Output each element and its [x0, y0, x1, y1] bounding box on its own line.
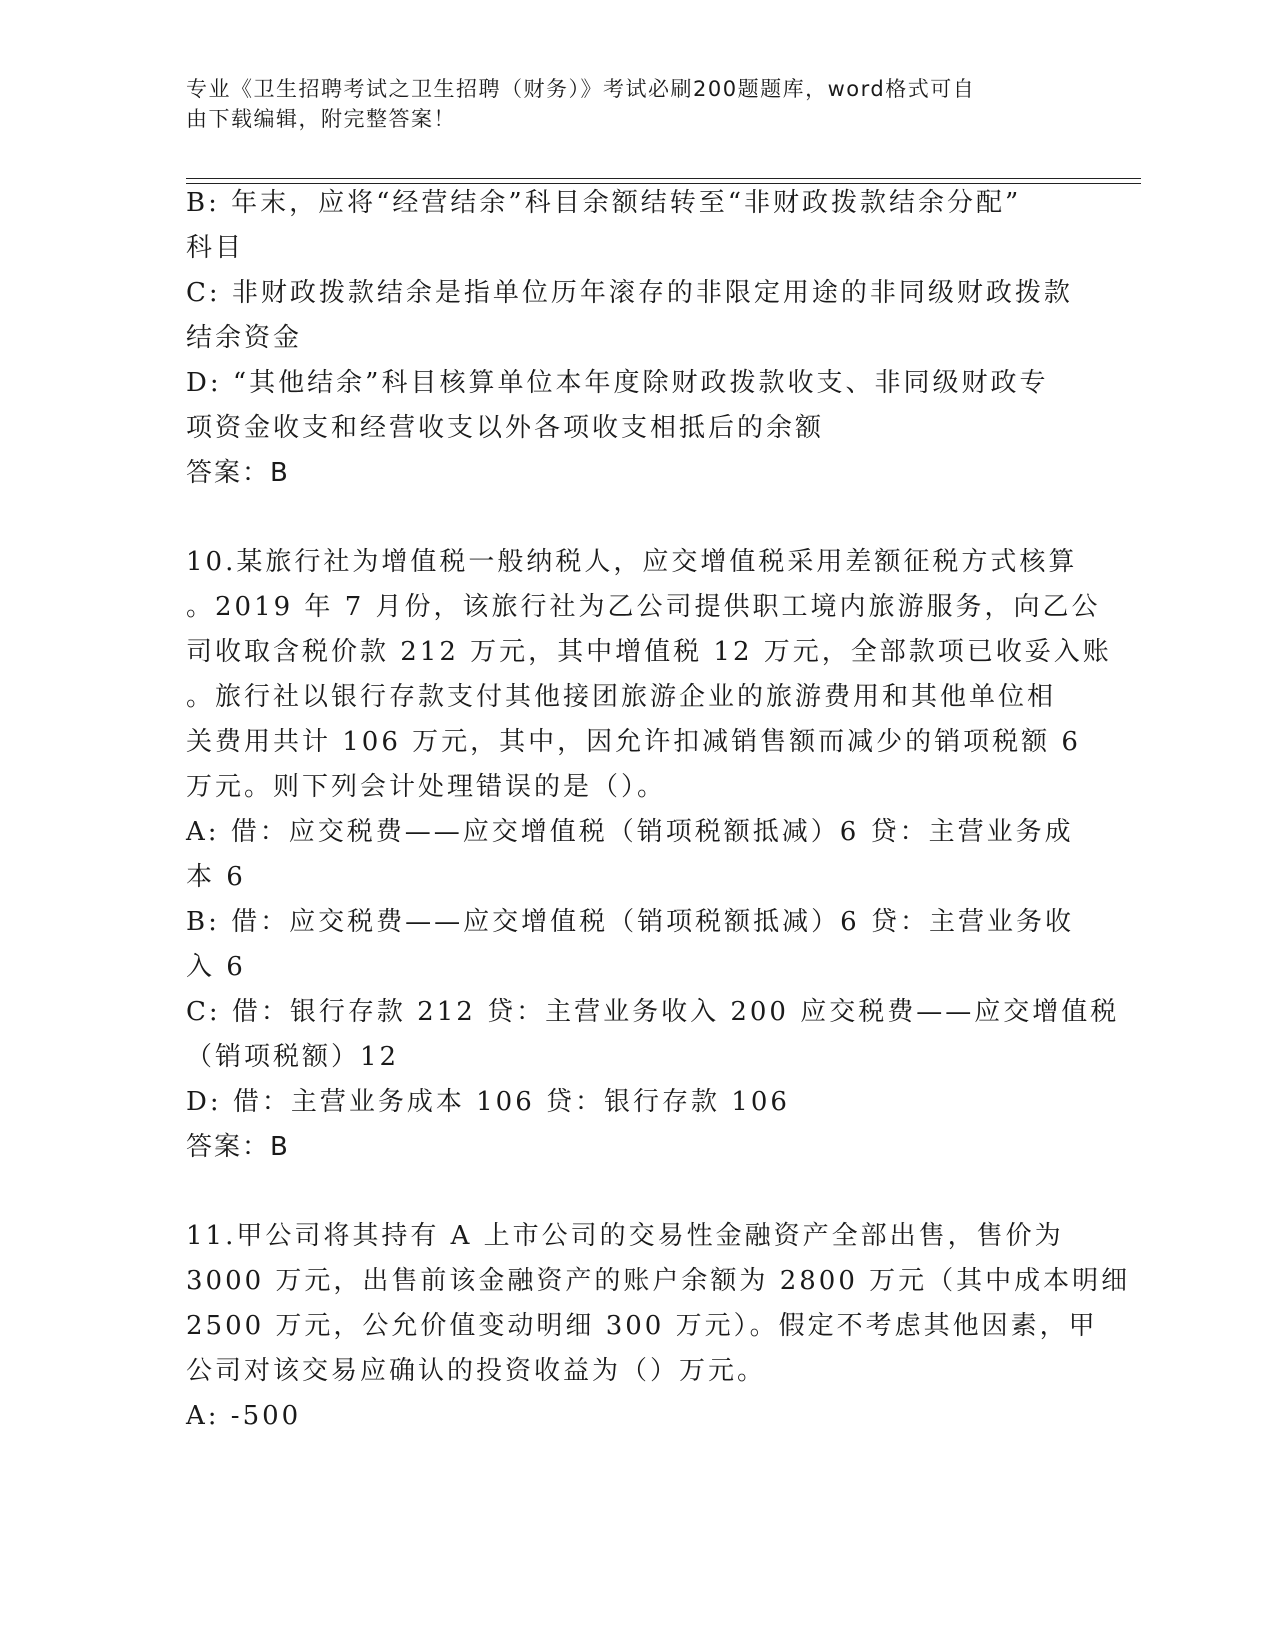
q9-option-c	[186, 271, 1073, 361]
q11-stem-line: 3000 万元，出售前该金融资产的账户余额为 2800 万元（其中成本明细	[186, 1266, 1131, 1296]
header-rule-top	[186, 178, 1141, 179]
q11-stem-line: 11.甲公司将其持有 A 上市公司的交易性金融资产全部出售，售价为	[186, 1221, 1064, 1251]
q9-answer: 答案：B	[186, 458, 290, 488]
q10-stem-line: 司收取含税价款 212 万元，其中增值税 12 万元，全部款项已收妥入账	[186, 637, 1112, 667]
q10-option-b-line: 入 6	[186, 952, 246, 982]
q9-option-d-line: 项资金收支和经营收支以外各项收支相抵后的余额	[186, 413, 825, 443]
q10-stem-line: 10.某旅行社为增值税一般纳税人，应交增值税采用差额征税方式核算	[186, 547, 1078, 577]
q10-option-c-line: C: 借：银行存款 212 贷：主营业务收入 200 应交税费——应交增值税	[186, 997, 1120, 1027]
q10-option-b-line: B: 借：应交税费——应交增值税（销项税额抵减）6 贷：主营业务收	[186, 907, 1074, 937]
q10-option-b	[186, 900, 1074, 990]
q11-option-a	[186, 1394, 1066, 1439]
q11-stem	[186, 1214, 1131, 1394]
q10-stem-line: 关费用共计 106 万元，其中，因允许扣减销售额而减少的销项税额 6	[186, 727, 1081, 757]
q10-stem-line: 万元。则下列会计处理错误的是（）。	[186, 772, 667, 802]
q10-option-a	[186, 810, 1074, 900]
q10-stem	[186, 540, 1112, 810]
q9-option-b-line: 科目	[186, 233, 245, 263]
spacer	[186, 1170, 1066, 1214]
q9-option-b-line: B: 年末，应将“经营结余”科目余额结转至“非财政拨款结余分配”	[186, 188, 1022, 218]
q10-answer: 答案：B	[186, 1132, 290, 1162]
q10-option-c-line: （销项税额）12	[186, 1042, 400, 1072]
q10-stem-line: 。旅行社以银行存款支付其他接团旅游企业的旅游费用和其他单位相	[186, 682, 1057, 712]
q9-option-c-line: 结余资金	[186, 323, 303, 353]
q10-stem-line: 。2019 年 7 月份，该旅行社为乙公司提供职工境内旅游服务，向乙公	[186, 592, 1101, 622]
q10-option-c	[186, 990, 1120, 1080]
header-line-1: 专业《卫生招聘考试之卫生招聘（财务）》考试必刷200题题库，word格式可自	[186, 77, 976, 101]
q9-option-b	[186, 181, 1066, 271]
q11-stem-line: 公司对该交易应确认的投资收益为（）万元。	[186, 1356, 767, 1386]
spacer	[186, 496, 1066, 540]
q10-option-d-line: D: 借：主营业务成本 106 贷：银行存款 106	[186, 1087, 790, 1117]
q10-option-d	[186, 1080, 1066, 1125]
q11-stem-line: 2500 万元，公允价值变动明细 300 万元）。假定不考虑其他因素，甲	[186, 1311, 1098, 1341]
q9-option-c-line: C: 非财政拨款结余是指单位历年滚存的非限定用途的非同级财政拨款	[186, 278, 1073, 308]
q11-option-a-line: A: -500	[186, 1401, 302, 1431]
document-body	[186, 181, 1131, 1439]
document-header	[186, 74, 1066, 134]
q10-option-a-line: A: 借：应交税费——应交增值税（销项税额抵减）6 贷：主营业务成	[186, 817, 1074, 847]
header-line-2: 由下载编辑，附完整答案！	[186, 107, 456, 131]
q9-option-d	[186, 361, 1066, 451]
q10-option-a-line: 本 6	[186, 862, 246, 892]
q9-option-d-line: D: “其他结余”科目核算单位本年度除财政拨款收支、非同级财政专	[186, 368, 1049, 398]
